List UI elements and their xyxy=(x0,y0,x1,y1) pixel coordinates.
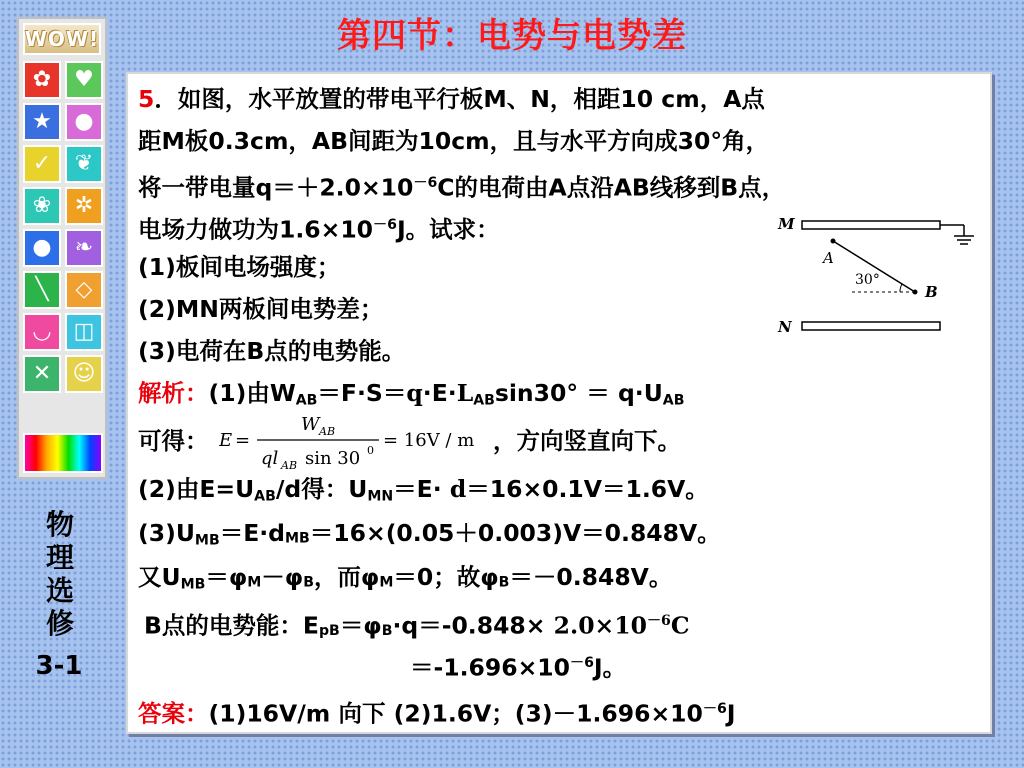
solution-line-5: 又$U_{MB}=\varphi M-\varphi B$，而φM＝0；故φB＝－0.848V。 xyxy=(138,563,673,593)
lips-icon[interactable]: ◡ xyxy=(23,313,61,351)
problem-line-3: 将一带电量$q=+2.0\times 10^{-6}C$的电荷由A点沿AB线移到B点， xyxy=(138,173,786,202)
smiley-icon[interactable]: ☺ xyxy=(65,355,103,393)
question-3: (3)电荷在B点的电势能。 xyxy=(138,337,406,365)
question-1: (1)板间电场强度； xyxy=(138,253,341,281)
apple-icon[interactable]: ● xyxy=(23,229,61,267)
label-n: N xyxy=(778,318,792,336)
leaf-icon[interactable]: ❧ xyxy=(65,229,103,267)
svg-text:AB: AB xyxy=(319,425,336,438)
svg-text:W: W xyxy=(301,414,320,435)
label-b: B xyxy=(925,283,938,301)
page-title: 第四节：电势与电势差 xyxy=(337,16,687,56)
swirl-icon[interactable]: ❀ xyxy=(23,187,61,225)
slash-icon[interactable]: ╲ xyxy=(23,271,61,309)
solution-line-2-prefix: 可得： xyxy=(138,427,209,455)
parallel-plates-figure xyxy=(776,212,976,340)
svg-text:ql: ql xyxy=(261,448,279,469)
solution-line-3: (2)由$E=U_{AB}/d$得：$U_{MN}=E\cdot d=16\times 0.1V=1.6V$。 xyxy=(138,475,709,505)
checkmark-icon[interactable]: ✓ xyxy=(23,145,61,183)
subject-label: 物 理 选 修 xyxy=(45,508,74,640)
solution-line-6: B点的电势能：$EpB=\varphi B\cdot q=-0.848\times 2.0\times 10^{-6}C$ xyxy=(144,611,690,640)
angle-label: 30° xyxy=(855,272,880,288)
solution-line-1: 解析：(1)由$W_{AB}=F\cdot S=q\cdot E\cdot L_{AB}\sin 30^\circ = q\cdot U_{AB}$ xyxy=(138,379,685,409)
shapes-icon[interactable]: ◇ xyxy=(65,271,103,309)
label-m: M xyxy=(778,215,795,233)
plate-n xyxy=(802,322,940,330)
fish-icon[interactable]: ❦ xyxy=(65,145,103,183)
solution-line-2-suffix: ，方向竖直向下。 xyxy=(493,427,681,455)
field-strength-formula xyxy=(219,404,489,476)
label-a: A xyxy=(823,249,834,267)
svg-text:0: 0 xyxy=(367,444,374,457)
circle-icon[interactable]: ● xyxy=(65,103,103,141)
problem-line-1: 5．如图，水平放置的带电平行板M、N，相距10 cm，A点 xyxy=(138,85,765,113)
cup-icon[interactable]: ◫ xyxy=(65,313,103,351)
problem-number: 5 xyxy=(138,85,155,113)
sidebar-toolbar xyxy=(17,17,107,479)
svg-text:sin 30: sin 30 xyxy=(305,448,361,469)
problem-line-4: 电场力做功为$1.6\times 10^{-6}J$。试求： xyxy=(138,215,500,244)
problem-line-2: 距M板0.3cm，AB间距为10cm，且与水平方向成30°角， xyxy=(138,127,770,155)
svg-text:=: = xyxy=(235,430,251,451)
answer-line: 答案：(1)16V/m 向下 (2)1.6V；$(3)-1.696\times 10^{-6}J$ xyxy=(138,699,736,728)
content-panel xyxy=(126,72,992,734)
butterfly-icon[interactable]: ✲ xyxy=(65,187,103,225)
solution-line-4: $(3)U_{MB}=E\cdot dMB=16\times(0.05+0.003)V=0.848V$。 xyxy=(138,519,721,549)
cross-icon[interactable]: ✕ xyxy=(23,355,61,393)
svg-text:E: E xyxy=(219,430,233,451)
plate-m xyxy=(802,221,940,229)
svg-text:AB: AB xyxy=(281,459,298,472)
wow-logo: WOW! xyxy=(23,23,101,55)
question-2: (2)MN两板间电势差； xyxy=(138,295,384,323)
course-label: 3-1 xyxy=(35,651,83,681)
heart-icon[interactable]: ♥ xyxy=(65,61,103,99)
point-b xyxy=(913,290,918,295)
color-spectrum-bar[interactable] xyxy=(23,433,103,473)
star-icon[interactable]: ★ xyxy=(23,103,61,141)
solution-line-7: $=-1.696\times 10^{-6}J$。 xyxy=(410,653,627,682)
answer-label: 答案： xyxy=(138,699,209,728)
tulip-icon[interactable]: ✿ xyxy=(23,61,61,99)
svg-text:= 16V / m: = 16V / m xyxy=(383,430,475,451)
